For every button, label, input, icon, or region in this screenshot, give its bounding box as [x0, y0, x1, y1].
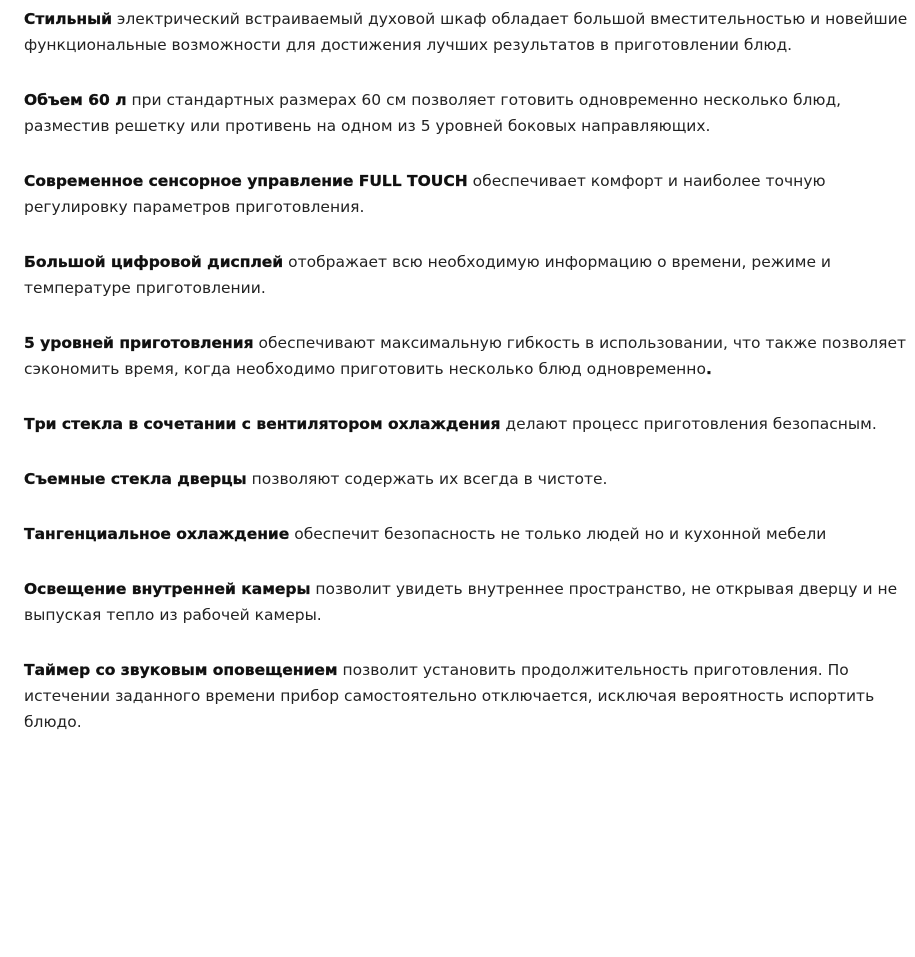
- feature-text: обеспечит безопасность не только людей но и кухонной мебели: [289, 525, 827, 543]
- feature-paragraph-lighting: [24, 576, 908, 628]
- feature-title: Съемные стекла дверцы: [24, 470, 247, 488]
- feature-paragraph-levels: [24, 330, 908, 382]
- feature-text: электрический встраиваемый духовой шкаф обладает большой вместительностью и новейшие функциональные возможности для достижения лучших результатов в приготовлении блюд.: [24, 10, 908, 54]
- feature-title: Тангенциальное охлаждение: [24, 525, 290, 543]
- feature-paragraph-cooling: [24, 521, 908, 547]
- feature-title: Большой цифровой дисплей: [24, 253, 284, 271]
- feature-tail: .: [705, 360, 712, 378]
- feature-text: позволяют содержать их всегда в чистоте.: [246, 470, 608, 488]
- feature-description: [24, 6, 908, 764]
- feature-text: при стандартных размерах 60 см позволяет готовить одновременно несколько блюд, разместив решетку или противень на одном из 5 уровней боковых направляющих.: [24, 91, 842, 135]
- feature-text: позволит увидеть внутреннее пространство, не открывая дверцу и не выпуская тепло из рабочей камеры.: [24, 580, 898, 624]
- feature-title: Стильный: [24, 10, 112, 28]
- feature-text: обеспечивает комфорт и наиболее точную регулировку параметров приготовления.: [24, 172, 826, 216]
- feature-title: Таймер со звуковым оповещением: [24, 661, 338, 679]
- feature-title: Современное сенсорное управление FULL TOUCH: [24, 172, 468, 190]
- feature-paragraph-volume: [24, 87, 908, 139]
- feature-text: обеспечивают максимальную гибкость в использовании, что также позволяет сэкономить время, когда необходимо приготовить несколько блюд одновременно: [24, 334, 907, 378]
- feature-text: делают процесс приготовления безопасным.: [500, 415, 877, 433]
- feature-text: позволит установить продолжительность приготовления. По истечении заданного времени прибор самостоятельно отключается, исключая вероятность испортить блюдо.: [24, 661, 875, 731]
- feature-title: 5 уровней приготовления: [24, 334, 254, 352]
- feature-paragraph-style: [24, 6, 908, 58]
- feature-paragraph-removable-glass: [24, 466, 908, 492]
- feature-paragraph-display: [24, 249, 908, 301]
- feature-title: Объем 60 л: [24, 91, 127, 109]
- feature-paragraph-touch-control: [24, 168, 908, 220]
- feature-text: отображает всю необходимую информацию о времени, режиме и температуре приготовлении.: [24, 253, 831, 297]
- feature-title: Освещение внутренней камеры: [24, 580, 311, 598]
- feature-title: Три стекла в сочетании с вентилятором охлаждения: [24, 415, 501, 433]
- feature-paragraph-glass: [24, 411, 908, 437]
- feature-paragraph-timer: [24, 657, 908, 735]
